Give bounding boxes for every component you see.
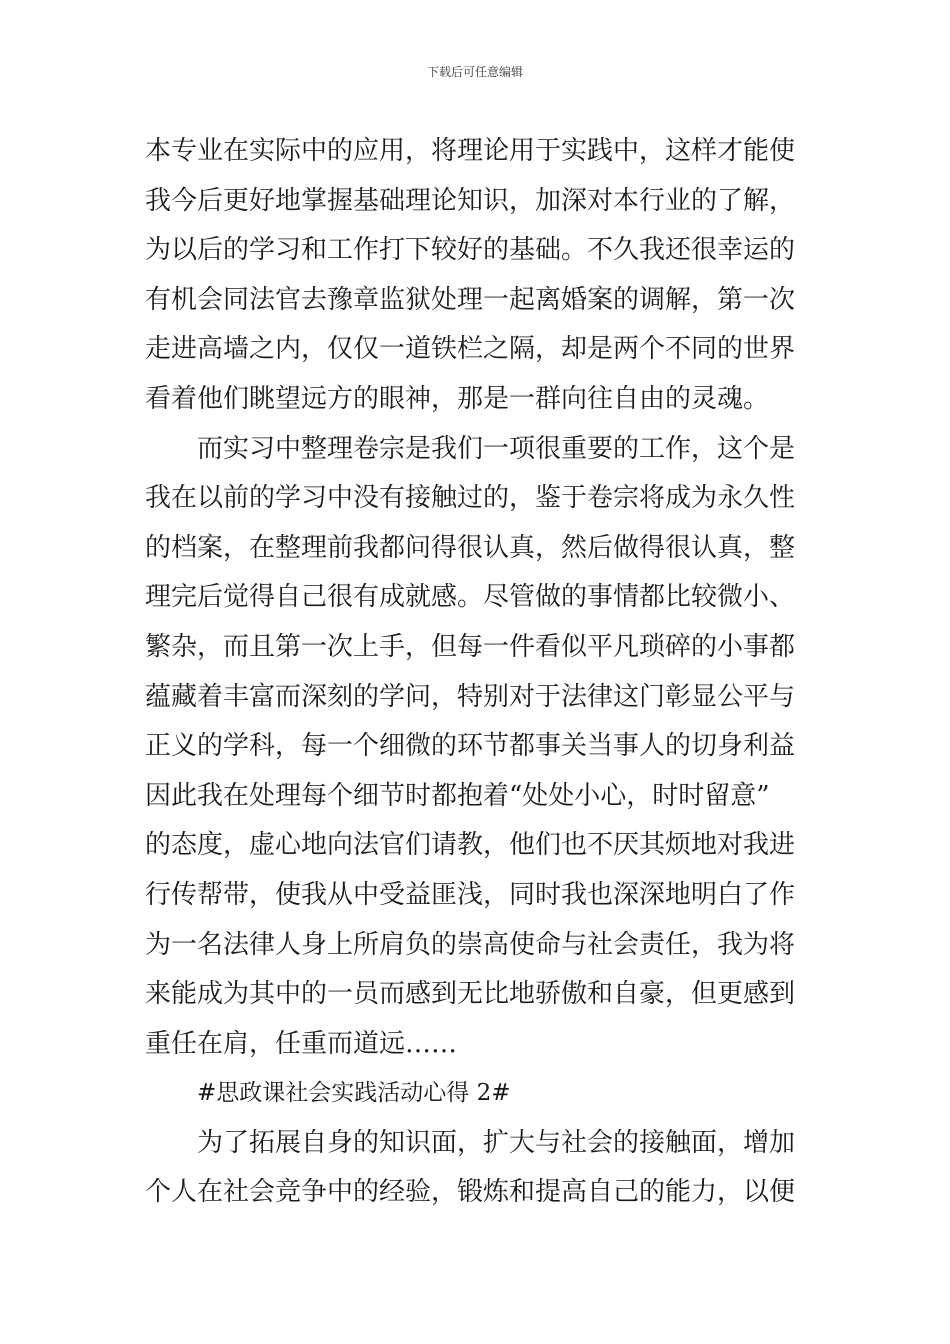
text-line: 走进高墙之内，仅仅一道铁栏之隔，却是两个不同的世界 bbox=[145, 334, 796, 365]
text-line: 因此我在处理每个细节时都抱着“处处小心，时时留意” bbox=[145, 780, 770, 811]
text-line: 行传帮带，使我从中受益匪浅，同时我也深深地明白了作 bbox=[145, 879, 796, 910]
text-line: 我今后更好地掌握基础理论知识，加深对本行业的了解， bbox=[145, 185, 796, 216]
text-line: 来能成为其中的一员而感到无比地骄傲和自豪，但更感到 bbox=[145, 979, 796, 1010]
text-line: 的档案，在整理前我都问得很认真，然后做得很认真，整 bbox=[145, 532, 796, 563]
text-line: 理完后觉得自己很有成就感。尽管做的事情都比较微小、 bbox=[145, 582, 796, 613]
text-line: 个人在社会竞争中的经验，锻炼和提高自己的能力，以便 bbox=[145, 1177, 796, 1208]
text-line: 本专业在实际中的应用，将理论用于实践中，这样才能使 bbox=[145, 136, 796, 166]
page-header: 下载后可任意编辑 bbox=[426, 65, 523, 79]
text-line: 为以后的学习和工作打下较好的基础。不久我还很幸运的 bbox=[145, 235, 796, 266]
section-heading: #思政课社会实践活动心得 2# bbox=[197, 1080, 511, 1107]
text-line: 我在以前的学习中没有接触过的，鉴于卷宗将成为永久性 bbox=[145, 483, 796, 514]
text-line: 蕴藏着丰富而深刻的学问，特别对于法律这门彰显公平与 bbox=[145, 681, 796, 712]
document-body bbox=[145, 127, 825, 1218]
text-line: 而实习中整理卷宗是我们一项很重要的工作，这个是 bbox=[197, 433, 796, 464]
text-line: 为一名法律人身上所肩负的崇高使命与社会责任，我为将 bbox=[145, 929, 796, 960]
text-line: 正义的学科，每一个细微的环节都事关当事人的切身利益 bbox=[145, 731, 796, 762]
text-line: 为了拓展自身的知识面，扩大与社会的接触面，增加 bbox=[197, 1127, 796, 1158]
text-line: 繁杂，而且第一次上手，但每一件看似平凡琐碎的小事都 bbox=[145, 631, 796, 662]
text-line: 看着他们眺望远方的眼神，那是一群向往自由的灵魂。 bbox=[145, 383, 770, 414]
text-line: 有机会同法官去豫章监狱处理一起离婚案的调解，第一次 bbox=[145, 284, 796, 315]
text-line: 重任在肩，任重而道远…… bbox=[145, 1028, 458, 1059]
text-line: 的态度，虚心地向法官们请教，他们也不厌其烦地对我进 bbox=[145, 830, 796, 861]
